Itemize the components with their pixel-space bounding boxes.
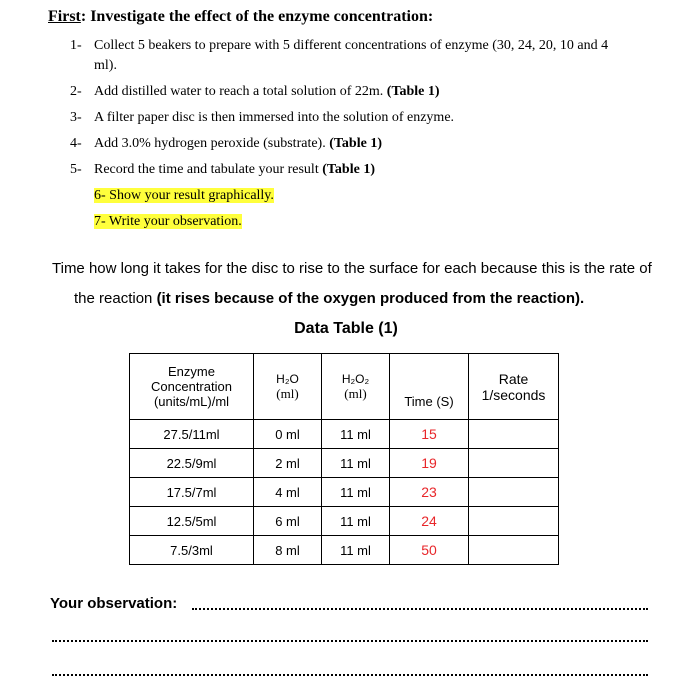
step-text: A filter paper disc is then immersed into the solution of enzyme. (94, 110, 455, 125)
cell-rate[interactable] (469, 449, 559, 478)
cell-enzyme: 17.5/7ml (130, 478, 254, 507)
cell-enzyme: 22.5/9ml (130, 449, 254, 478)
highlight-mark (94, 214, 242, 229)
cell-rate[interactable] (469, 478, 559, 507)
step-table-ref: (Table 1) (329, 136, 382, 151)
observation-dotted-line[interactable] (52, 674, 648, 676)
heading-first: First (48, 8, 81, 25)
steps-list (70, 36, 670, 238)
cell-time: 15 (390, 420, 469, 449)
step-item (70, 134, 670, 154)
cell-rate[interactable] (469, 420, 559, 449)
paragraph-line-2 (52, 284, 657, 314)
step-number: 3- (70, 110, 82, 125)
table-row (130, 536, 559, 565)
cell-enzyme: 27.5/11ml (130, 420, 254, 449)
cell-rate[interactable] (469, 507, 559, 536)
header-water-unit: (ml) (276, 386, 299, 401)
step-number: 1- (70, 38, 82, 53)
header-enzyme (130, 354, 254, 420)
step-number: 4- (70, 136, 82, 151)
header-enzyme-line: Enzyme (168, 364, 215, 379)
table-row (130, 478, 559, 507)
step-item (70, 160, 670, 180)
table-title: Data Table (1) (294, 320, 398, 337)
step-text: Write your observation. (108, 214, 242, 229)
cell-time: 24 (390, 507, 469, 536)
paragraph-line-2-normal: the reaction (74, 290, 157, 307)
header-peroxide-unit: (ml) (344, 386, 367, 401)
paragraph-line-1: Time how long it takes for the disc to rise to the surface for each because this is the rate of (52, 260, 652, 277)
cell-water: 2 ml (254, 449, 322, 478)
step-number: 6- (94, 188, 106, 203)
cell-time: 19 (390, 449, 469, 478)
step-text-continued: ml). (94, 58, 117, 73)
header-peroxide (322, 354, 390, 420)
cell-time: 50 (390, 536, 469, 565)
step-number: 7- (94, 214, 106, 229)
cell-water: 4 ml (254, 478, 322, 507)
step-text: Record the time and tabulate your result (94, 162, 319, 177)
cell-enzyme: 7.5/3ml (130, 536, 254, 565)
step-number: 2- (70, 84, 82, 99)
table-row (130, 449, 559, 478)
heading-rest: : Investigate the effect of the enzyme concentration: (80, 8, 434, 25)
header-time (390, 354, 469, 420)
cell-peroxide: 11 ml (322, 449, 390, 478)
header-rate (469, 354, 559, 420)
observation-dotted-line[interactable] (192, 608, 648, 610)
header-enzyme-line: Concentration (151, 379, 232, 394)
instruction-paragraph (52, 254, 657, 314)
cell-peroxide: 11 ml (322, 420, 390, 449)
step-item (70, 36, 670, 76)
header-enzyme-line: (units/mL)/ml (153, 394, 230, 409)
section-heading (48, 8, 433, 26)
step-text: Show your result graphically. (109, 188, 274, 203)
cell-water: 8 ml (254, 536, 322, 565)
table-row (130, 420, 559, 449)
data-table (129, 353, 559, 565)
cell-time: 23 (390, 478, 469, 507)
cell-peroxide: 11 ml (322, 507, 390, 536)
header-rate-line: Rate (498, 370, 529, 387)
header-peroxide-formula: H₂O₂ (341, 372, 370, 386)
step-text: Collect 5 beakers to prepare with 5 different concentrations of enzyme (30, 24, 20, 10 and 4 (94, 38, 609, 53)
step-number: 5- (70, 162, 82, 177)
cell-water: 6 ml (254, 507, 322, 536)
cell-peroxide: 11 ml (322, 536, 390, 565)
step-item (70, 82, 670, 102)
step-item (70, 108, 670, 128)
observation-dotted-line[interactable] (52, 640, 648, 642)
header-rate-line: 1/seconds (481, 386, 546, 403)
step-item-highlighted (70, 186, 670, 206)
cell-peroxide: 11 ml (322, 478, 390, 507)
step-text: Add distilled water to reach a total solution of 22m. (94, 84, 384, 99)
cell-enzyme: 12.5/5ml (130, 507, 254, 536)
paragraph-line-2-bold: (it rises because of the oxygen produced from the reaction). (156, 290, 585, 307)
header-water-formula: H₂O (276, 372, 299, 386)
header-time-label: Time (S) (404, 394, 454, 409)
cell-water: 0 ml (254, 420, 322, 449)
table-header-row (130, 354, 559, 420)
cell-rate[interactable] (469, 536, 559, 565)
observation-label: Your observation: (50, 595, 178, 612)
highlight-mark (94, 188, 274, 203)
header-water (254, 354, 322, 420)
step-table-ref: (Table 1) (386, 84, 440, 99)
table-row (130, 507, 559, 536)
step-table-ref: (Table 1) (322, 162, 375, 177)
step-item-highlighted (70, 212, 670, 232)
step-text: Add 3.0% hydrogen peroxide (substrate). (94, 136, 326, 151)
